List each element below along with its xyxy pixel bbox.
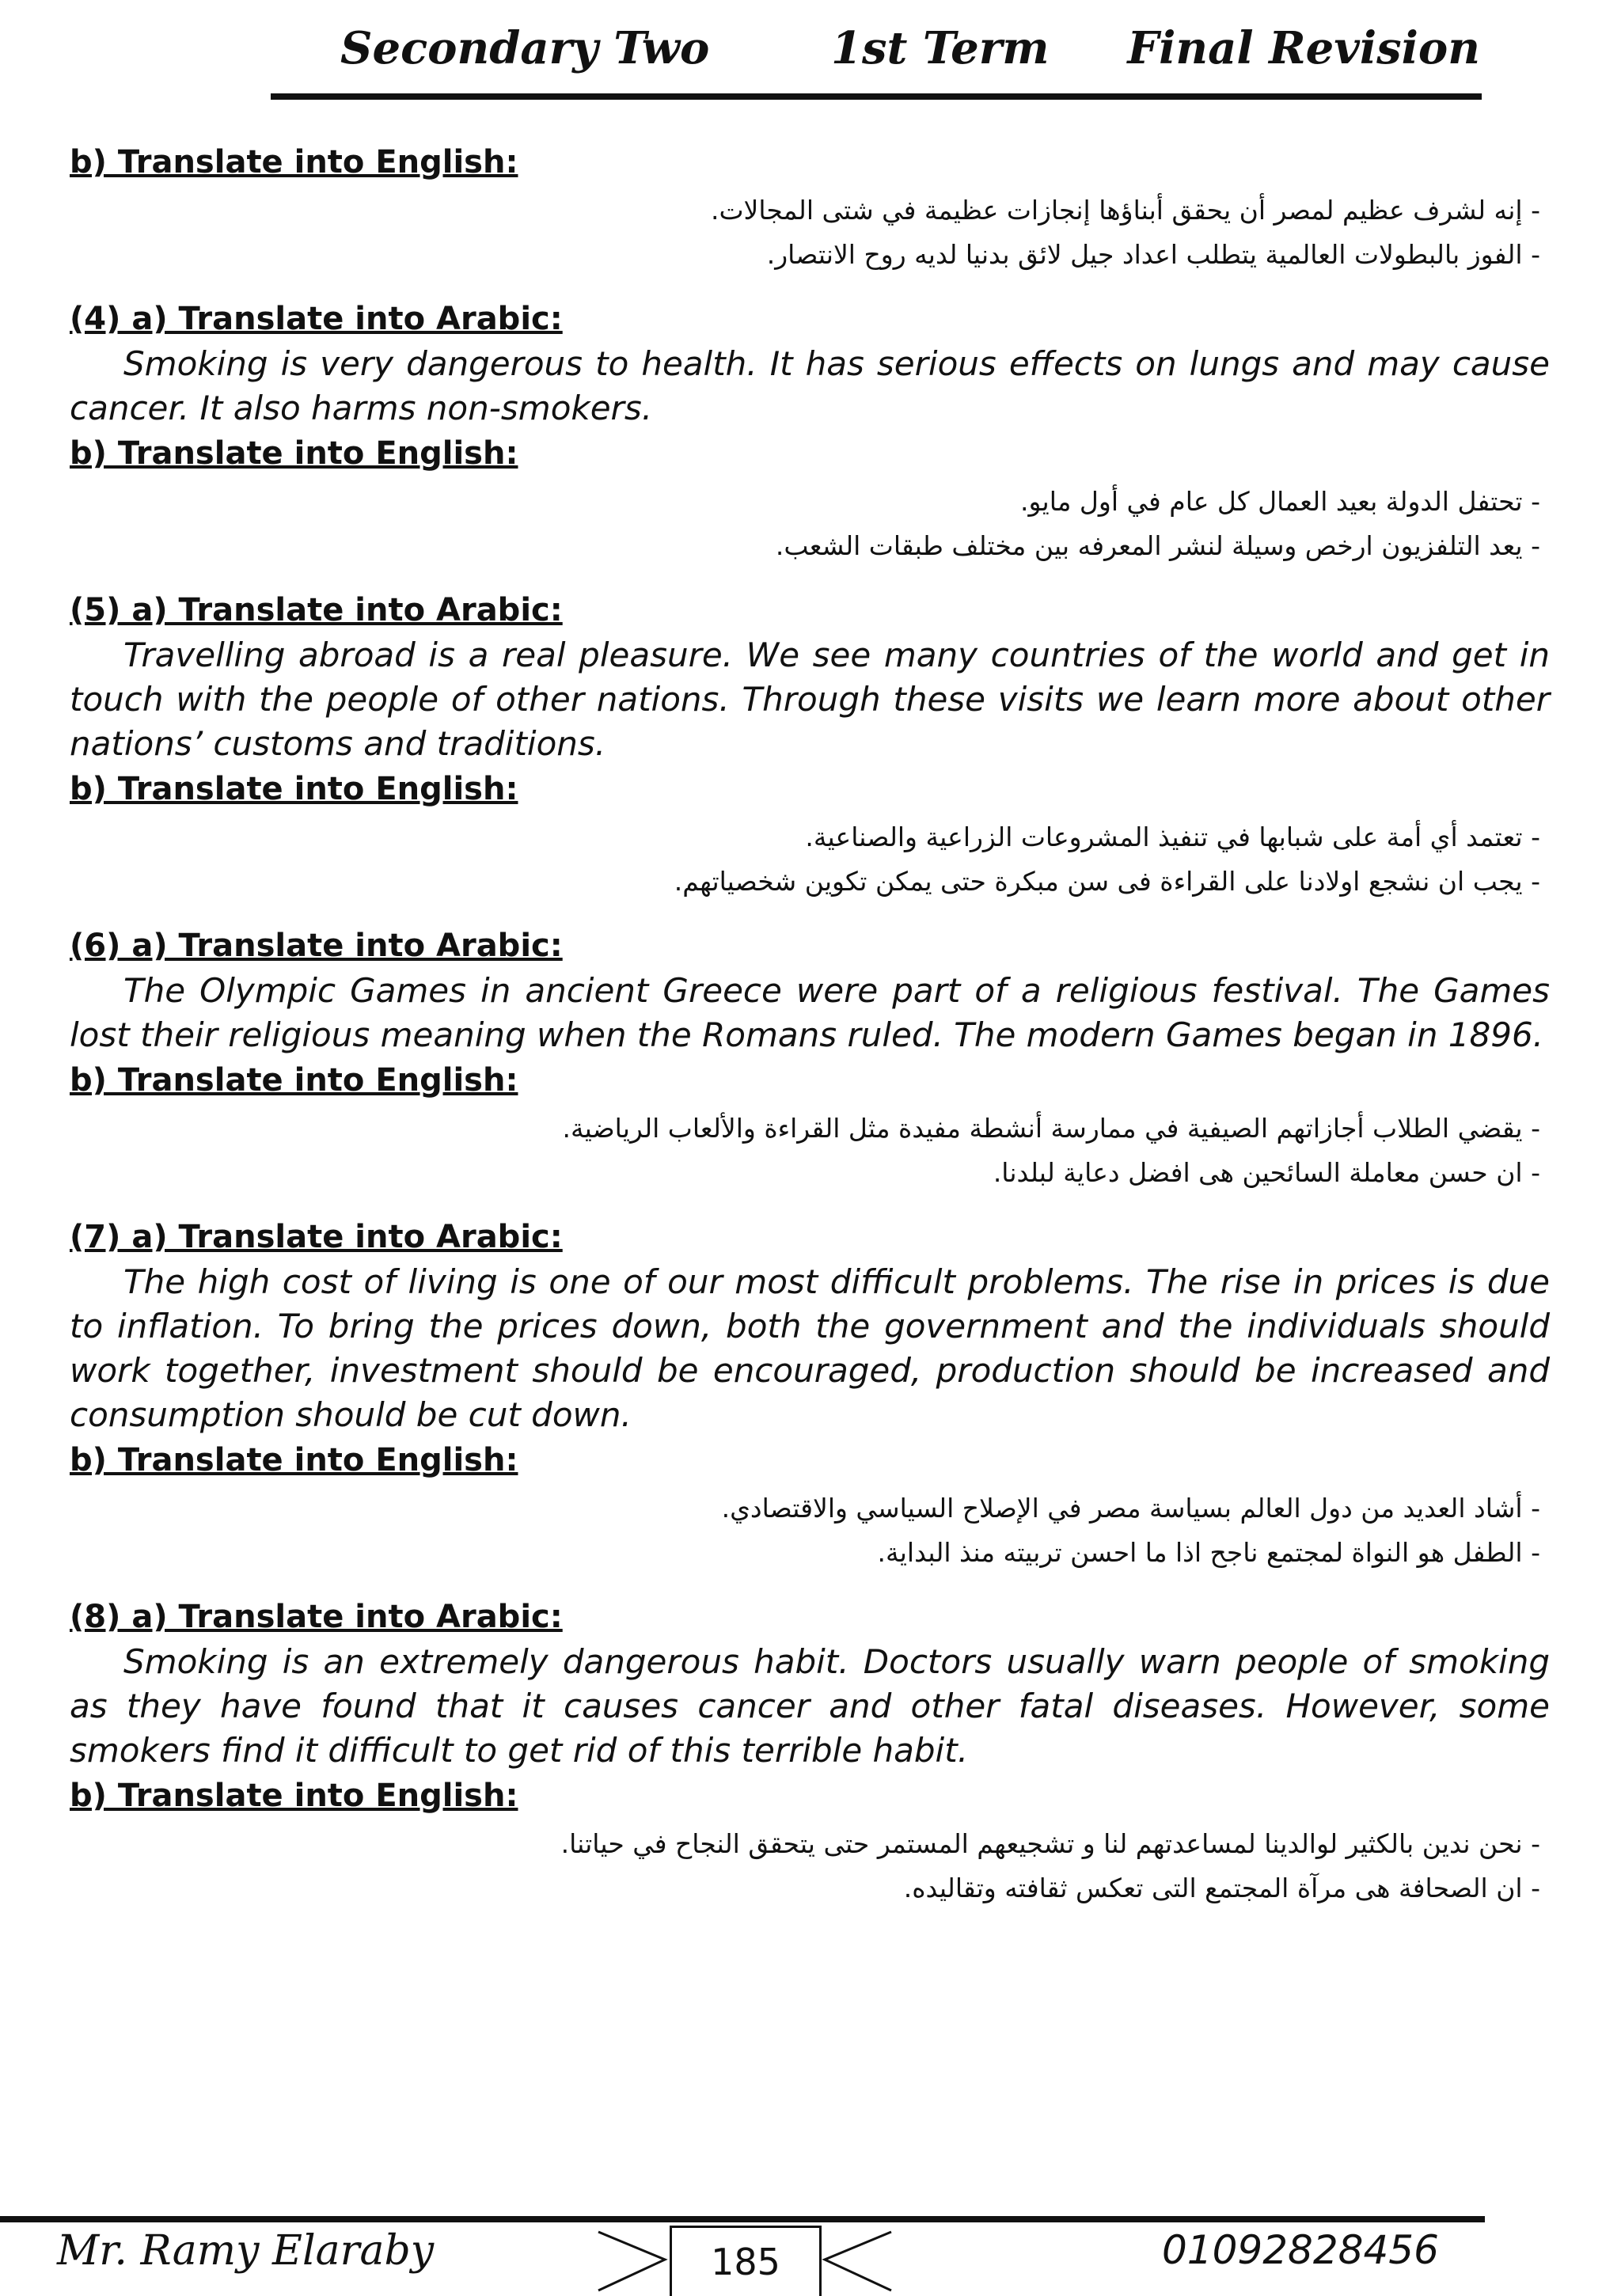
footer-author: Mr. Ramy Elaraby [57,2227,435,2275]
footer-divider [0,2216,1485,2222]
task-title: (6) a) Translate into Arabic: [70,928,563,964]
arabic-sentence: - الطفل هو النواة لمجتمع ناجح اذا ما احسن تربيته منذ البداية. [877,1537,1540,1568]
task-title: (4) a) Translate into Arabic: [70,301,563,337]
section-6 [70,923,1550,1195]
arabic-sentences [70,480,1550,568]
task-title: (8) a) Translate into Arabic: [70,1599,563,1635]
arabic-sentences [70,188,1550,277]
arabic-sentence: - ان الصحافة هى مرآة المجتمع التى تعكس ثقافته وتقاليده. [903,1873,1540,1903]
task-title: (5) a) Translate into Arabic: [70,592,563,628]
arabic-sentence: - الفوز بالبطولات العالمية يتطلب اعداد جيل لائق بدنيا لديه روح الانتصار. [766,239,1540,270]
task-title: (7) a) Translate into Arabic: [70,1219,563,1255]
english-passage: The Olympic Games in ancient Greece were part of a religious festival. The Games lost their religious meaning when the Romans ruled. The modern Games began in 1896. [70,971,1550,1054]
document-body [70,139,1550,1930]
arabic-sentences [70,1486,1550,1575]
task-title: b) Translate into English: [70,1442,518,1478]
arabic-sentence: - تعتمد أي أمة على شبابها في تنفيذ المشروعات الزراعية والصناعية. [805,822,1540,852]
arabic-sentence: - إنه لشرف عظيم لمصر أن يحقق أبناؤها إنجازات عظيمة في شتى المجالات. [710,195,1540,226]
chevron-left-icon [818,2226,894,2294]
page-header [269,17,1480,81]
header-revision: Final Revision [1127,22,1480,74]
task-title: b) Translate into English: [70,771,518,807]
section-8 [70,1594,1550,1911]
arabic-sentences [70,815,1550,904]
arabic-sentence: - يعد التلفزيون ارخص وسيلة لنشر المعرفه بين مختلف طبقات الشعب. [775,530,1540,561]
task-title: b) Translate into English: [70,1778,518,1814]
arabic-sentence: - تحتفل الدولة بعيد العمال كل عام في أول مايو. [1019,486,1540,517]
task-title: b) Translate into English: [70,435,518,472]
arabic-sentence: - يجب ان نشجع اولادنا على القراءة فى سن مبكرة حتى يمكن تكوين شخصياتهم. [674,866,1540,897]
arabic-sentence: - أشاد العديد من دول العالم بسياسة مصر في الإصلاح السياسي والاقتصادي. [721,1493,1540,1524]
section-7 [70,1214,1550,1575]
footer-phone: 01092828456 [1162,2227,1439,2273]
section-3b [70,139,1550,277]
section-5 [70,587,1550,904]
task-title: b) Translate into English: [70,144,518,180]
task-title: b) Translate into English: [70,1062,518,1099]
english-passage: Smoking is very dangerous to health. It has serious effects on lungs and may cause cancer. It also harms non-smokers. [70,344,1550,427]
arabic-sentences [70,1106,1550,1195]
english-passage: Smoking is an extremely dangerous habit. Doctors usually warn people of smoking as they have found that it causes cancer and other fatal diseases. However, some smokers find it difficult to get rid of this terrible habit. [70,1642,1550,1770]
arabic-sentence: - يقضي الطلاب أجازاتهم الصيفية في ممارسة أنشطة مفيدة مثل القراءة والألعاب الرياضية. [562,1113,1540,1144]
arabic-sentence: - نحن ندين بالكثير لوالدينا لمساعدتهم لنا و تشجيعهم المستمر حتى يتحقق النجاح في حياتنا. [560,1828,1540,1859]
header-grade: Secondary Two [340,22,710,74]
english-passage: The high cost of living is one of our most difficult problems. The rise in prices is due to inflation. To bring the prices down, both the government and the individuals should work together, investment should be encouraged, production should be increased and consumption should be cut down. [70,1262,1550,1434]
section-4 [70,296,1550,568]
header-term: 1st Term [831,22,1050,74]
english-passage: Travelling abroad is a real pleasure. We see many countries of the world and get in touch with the people of other nations. Through these visits we learn more about other nations’ customs and traditions. [70,636,1550,763]
arabic-sentences [70,1822,1550,1911]
chevron-right-icon [595,2226,671,2294]
page-number: 185 [670,2226,822,2296]
header-divider [271,93,1482,100]
arabic-sentence: - ان حسن معاملة السائحين هى افضل دعاية لبلدنا. [993,1157,1540,1188]
